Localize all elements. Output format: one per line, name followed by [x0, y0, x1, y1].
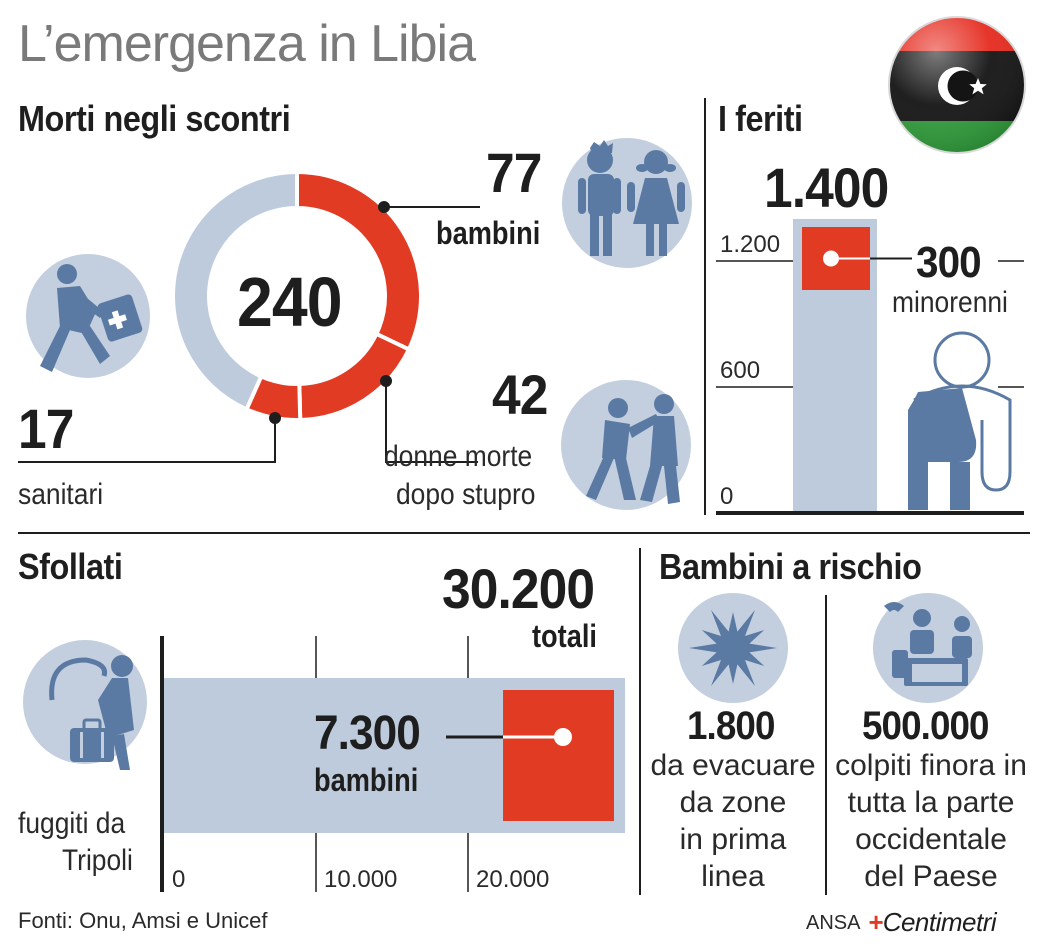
health-deaths-value: 17: [18, 397, 74, 460]
affected-value: 500.000: [862, 704, 989, 748]
minors-label: minorenni: [892, 286, 1008, 319]
evacuation-caption: [648, 747, 818, 895]
deaths-total: 240: [237, 263, 342, 341]
displaced-total-label: totali: [532, 618, 597, 654]
school-icon: [873, 593, 983, 703]
affected-caption-line1: colpiti finora in: [835, 749, 1027, 782]
centimetri-logo: [868, 907, 996, 938]
displaced-tick-10000: 10.000: [324, 866, 398, 893]
affected-caption-line4: del Paese: [864, 860, 998, 893]
women-deaths-label-line1: donne morte: [384, 440, 533, 473]
wounded-tick-1200: 1.200: [720, 231, 781, 258]
displaced-tick-0: 0: [172, 866, 186, 893]
children-deaths-label: bambini: [436, 215, 541, 251]
women-deaths-value: 42: [492, 363, 548, 426]
children-risk-heading: Bambini a rischio: [659, 546, 922, 587]
evacuation-caption-line1: da evacuare: [650, 749, 816, 782]
health-deaths-label: sanitari: [18, 478, 104, 511]
displaced-children-label: bambini: [314, 762, 419, 798]
deaths-heading: Morti negli scontri: [18, 98, 291, 139]
wounded-tick-0: 0: [720, 483, 734, 510]
evacuation-value: 1.800: [687, 704, 775, 748]
wounded-tick-600: 600: [720, 357, 761, 384]
page-title: L’emergenza in Libia: [18, 15, 475, 73]
affected-caption: [832, 747, 1030, 895]
evacuation-caption-line2: da zone: [679, 786, 787, 819]
displaced-caption-line2: Tripoli: [62, 844, 133, 877]
evacuation-caption-line4: linea: [701, 860, 765, 893]
displaced-heading: Sfollati: [18, 546, 123, 587]
displaced-children-value: 7.300: [314, 707, 420, 760]
centimetri-mark-icon: +: [868, 907, 883, 937]
centimetri-logo-text: Centimetri: [882, 907, 997, 937]
affected-caption-line3: occidentale: [855, 823, 1007, 856]
children-deaths-value: 77: [486, 141, 542, 204]
displaced-caption-line1: fuggiti da: [18, 807, 126, 840]
ansa-logo: ANSA: [806, 912, 861, 934]
displaced-total: 30.200: [442, 557, 595, 620]
displaced-tick-20000: 20.000: [476, 866, 550, 893]
minors-value: 300: [916, 238, 981, 287]
affected-caption-line2: tutta la parte: [847, 786, 1015, 819]
wounded-total: 1.400: [764, 156, 889, 219]
wounded-heading: I feriti: [718, 98, 803, 139]
sources-footnote: Fonti: Onu, Amsi e Unicef: [18, 908, 268, 933]
women-deaths-label-line2: dopo stupro: [396, 478, 536, 511]
explosion-icon: [678, 593, 788, 703]
evacuation-caption-line3: in prima: [679, 823, 787, 856]
